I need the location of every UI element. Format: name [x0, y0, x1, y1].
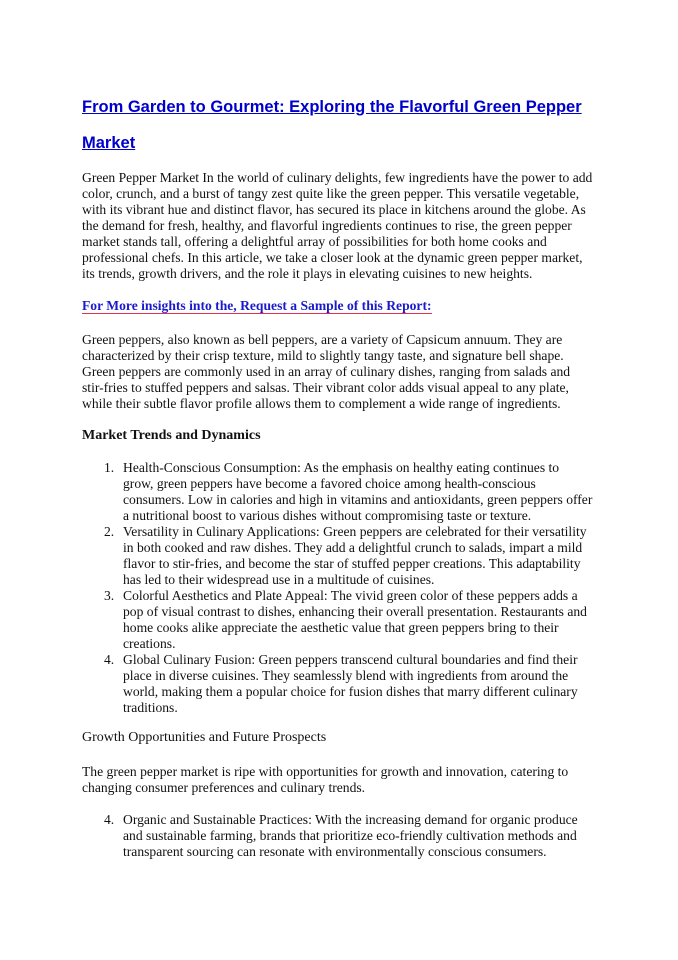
list-item-text — [123, 588, 587, 652]
trends-heading: Market Trends and Dynamics — [82, 428, 261, 443]
about-paragraph — [82, 332, 570, 412]
text-line: transparent sourcing can resonate with environmentally conscious consumers. — [123, 844, 547, 859]
text-line: flavor to stir-fries, and become the star of stuffed pepper creations. This adaptability — [123, 556, 581, 571]
text-line: Green peppers are commonly used in an array of culinary dishes, ranging from salads and — [82, 364, 571, 379]
text-line: creations. — [123, 636, 176, 651]
text-line: home cooks alike appreciate the aesthetic value that green peppers bring to their — [123, 620, 559, 635]
text-line: Green Pepper Market In the world of culinary delights, few ingredients have the power to add — [82, 170, 593, 185]
text-line: changing consumer preferences and culinary trends. — [82, 780, 366, 795]
text-line: Global Culinary Fusion: Green peppers transcend cultural boundaries and find their — [123, 652, 578, 667]
text-line: Versatility in Culinary Applications: Green peppers are celebrated for their versatility — [123, 524, 587, 539]
text-line: its trends, growth drivers, and the role it plays in elevating cuisines to new heights. — [82, 266, 533, 281]
growth-intro-paragraph — [82, 764, 568, 796]
text-line: professional chefs. In this article, we take a closer look at the dynamic green pepper market, — [82, 250, 583, 265]
text-line: Health-Conscious Consumption: As the emphasis on healthy eating continues to — [123, 460, 560, 475]
text-line: traditions. — [123, 700, 178, 715]
text-line: Colorful Aesthetics and Plate Appeal: The vivid green color of these peppers adds a — [123, 588, 578, 603]
text-line: world, making them a popular choice for fusion dishes that marry different culinary — [123, 684, 578, 699]
text-line: Organic and Sustainable Practices: With the increasing demand for organic produce — [123, 812, 578, 827]
text-line: stir-fries to stuffed peppers and salsas. Their vibrant color adds visual appeal to any plate, — [82, 380, 569, 395]
list-number: 3. — [104, 588, 115, 603]
text-line: and sustainable farming, brands that prioritize eco-friendly cultivation methods and — [123, 828, 577, 843]
growth-heading: Growth Opportunities and Future Prospects — [82, 730, 327, 745]
article-title-line-2[interactable]: Market — [82, 134, 136, 152]
text-line: market stands tall, offering a delightful array of possibilities for both home cooks and — [82, 234, 547, 249]
text-line: in both cooked and raw dishes. They add a delightful crunch to salads, impart a mild — [123, 540, 583, 555]
list-number: 4. — [104, 652, 115, 667]
request-sample-link[interactable]: For More insights into the, Request a Sample of this Report: — [82, 298, 432, 313]
list-number: 4. — [104, 812, 115, 827]
text-line: place in diverse cuisines. They seamlessly blend with ingredients from around the — [123, 668, 569, 683]
list-item-text — [123, 652, 578, 716]
list-number: 2. — [104, 524, 115, 539]
text-line: consumers. Low in calories and high in vitamins and antioxidants, green peppers offer — [123, 492, 593, 507]
intro-paragraph — [82, 170, 592, 282]
list-number: 1. — [104, 460, 115, 475]
text-line: Green peppers, also known as bell peppers, are a variety of Capsicum annuum. They are — [82, 332, 563, 347]
list-item-text — [123, 812, 578, 860]
article-title-line-1[interactable]: From Garden to Gourmet: Exploring the Flavorful Green Pepper — [82, 98, 582, 116]
list-item-text — [123, 524, 587, 588]
list-item-text — [123, 460, 592, 524]
text-line: pop of visual contrast to dishes, enhancing their overall presentation. Restaurants and — [123, 604, 587, 619]
text-line: a nutritional boost to various dishes without compromising taste or texture. — [123, 508, 532, 523]
text-line: characterized by their crisp texture, mild to slightly tangy taste, and signature bell shape. — [82, 348, 564, 363]
text-line: color, crunch, and a burst of tangy zest quite like the green pepper. This versatile vegetable, — [82, 186, 580, 201]
text-line: with its vibrant hue and distinct flavor, has secured its place in kitchens around the globe. As — [82, 202, 586, 217]
text-line: The green pepper market is ripe with opportunities for growth and innovation, catering to — [82, 764, 569, 779]
text-line: has led to their widespread use in a multitude of cuisines. — [123, 572, 435, 587]
text-line: the demand for fresh, healthy, and flavorful ingredients continues to rise, the green pepper — [82, 218, 572, 233]
text-line: grow, green peppers have become a favored choice among health-conscious — [123, 476, 536, 491]
text-line: while their subtle flavor profile allows them to complement a wide range of ingredients. — [82, 396, 561, 411]
